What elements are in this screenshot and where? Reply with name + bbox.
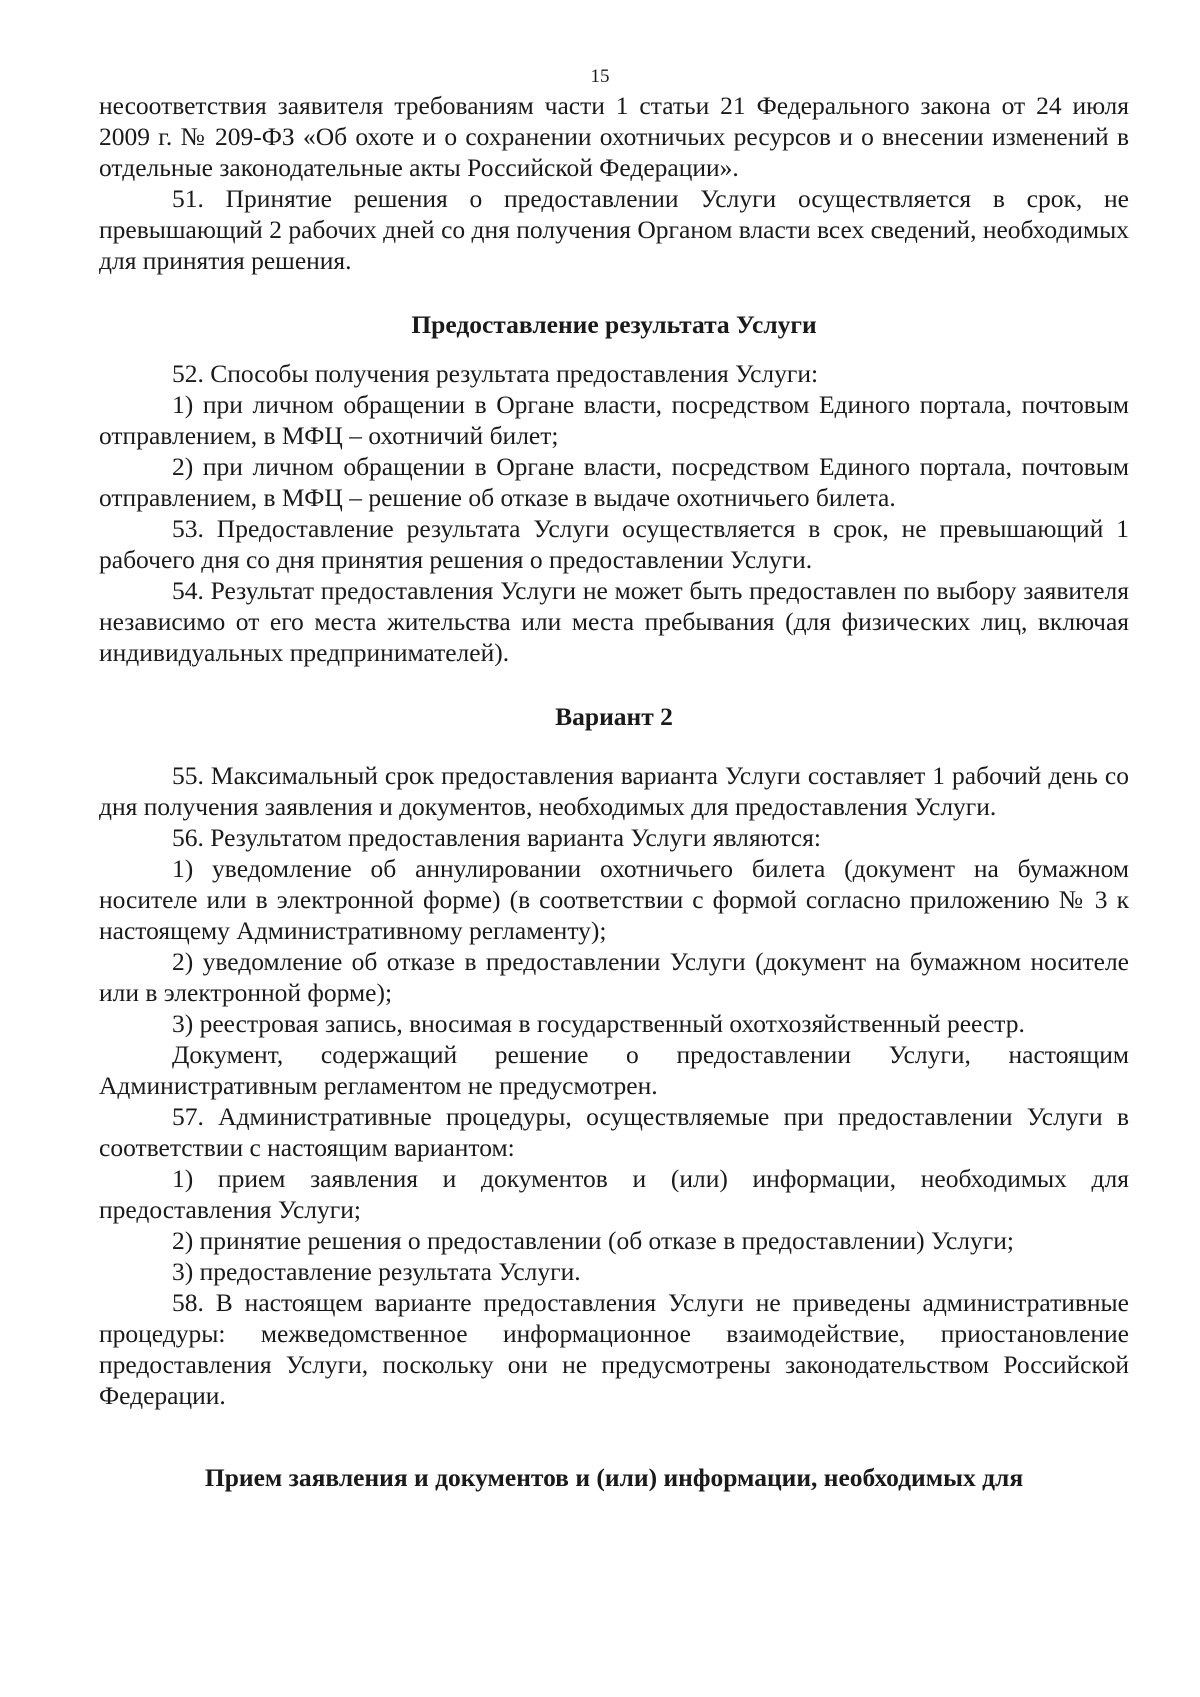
paragraph-56: 56. Результатом предоставления варианта Услуги являются: <box>172 823 821 852</box>
paragraph: несоответствия заявителя требованиям части 1 статьи 21 Федерального закона от 24 июля 2009 г. № 209-ФЗ «Об охоте и о сохранении охотничьих ресурсов и о внесении изменений в отдельные законодательные акты Российской Федерации». <box>99 91 1129 182</box>
paragraph-52: 52. Способы получения результата предоставления Услуги: <box>172 359 819 388</box>
spacer <box>99 1444 1129 1462</box>
list-item: 1) при личном обращении в Органе власти, посредством Единого портала, почтовым отправлением, в МФЦ – охотничий билет; <box>99 390 1129 450</box>
section-heading-variant-2: Вариант 2 <box>555 702 673 731</box>
paragraph-55: 55. Максимальный срок предоставления варианта Услуги составляет 1 рабочий день со дня получения заявления и документов, необходимых для предоставления Услуги. <box>99 761 1129 821</box>
paragraph-58: 58. В настоящем варианте предоставления Услуги не приведены административные процедуры: межведомственное информационное взаимодействие, приостановление предоставления Услуги, поскольку они не предусмотрены законодательством Российской Федерации. <box>99 1288 1129 1410</box>
spacer <box>99 668 1129 701</box>
spacer <box>99 732 1129 760</box>
spacer <box>99 340 1129 358</box>
list-item: 1) уведомление об аннулировании охотничьего билета (документ на бумажном носителе или в электронной форме) (в соответствии с формой согласно приложению № 3 к настоящему Административному регламенту); <box>99 854 1129 945</box>
list-item: 2) при личном обращении в Органе власти, посредством Единого портала, почтовым отправлением, в МФЦ – решение об отказе в выдаче охотничьего билета. <box>99 452 1129 512</box>
spacer <box>99 276 1129 309</box>
paragraph-54: 54. Результат предоставления Услуги не может быть предоставлен по выбору заявителя независимо от его места жительства или места пребывания (для физических лиц, включая индивидуальных предпринимателей). <box>99 576 1129 667</box>
spacer <box>99 1411 1129 1444</box>
document-body <box>99 90 1129 1493</box>
paragraph-53: 53. Предоставление результата Услуги осуществляется в срок, не превышающий 1 рабочего дня со дня принятия решения о предоставлении Услуги. <box>99 514 1129 574</box>
paragraph-51: 51. Принятие решения о предоставлении Услуги осуществляется в срок, не превышающий 2 рабочих дней со дня получения Органом власти всех сведений, необходимых для принятия решения. <box>99 184 1129 275</box>
list-item: 2) принятие решения о предоставлении (об отказе в предоставлении) Услуги; <box>172 1226 1014 1255</box>
list-item: 3) реестровая запись, вносимая в государственный охотхозяйственный реестр. <box>172 1009 1025 1038</box>
paragraph-57: 57. Административные процедуры, осуществляемые при предоставлении Услуги в соответствии с настоящим вариантом: <box>99 1102 1129 1162</box>
section-heading-result: Предоставление результата Услуги <box>411 310 817 339</box>
paragraph: Документ, содержащий решение о предоставлении Услуги, настоящим Административным регламентом не предусмотрен. <box>99 1040 1129 1100</box>
page-number: 15 <box>590 66 610 87</box>
list-item: 2) уведомление об отказе в предоставлении Услуги (документ на бумажном носителе или в электронной форме); <box>99 947 1129 1007</box>
list-item: 3) предоставление результата Услуги. <box>172 1257 581 1286</box>
list-item: 1) прием заявления и документов и (или) информации, необходимых для предоставления Услуги; <box>99 1164 1129 1224</box>
section-heading-application: Прием заявления и документов и (или) информации, необходимых для <box>204 1463 1024 1492</box>
